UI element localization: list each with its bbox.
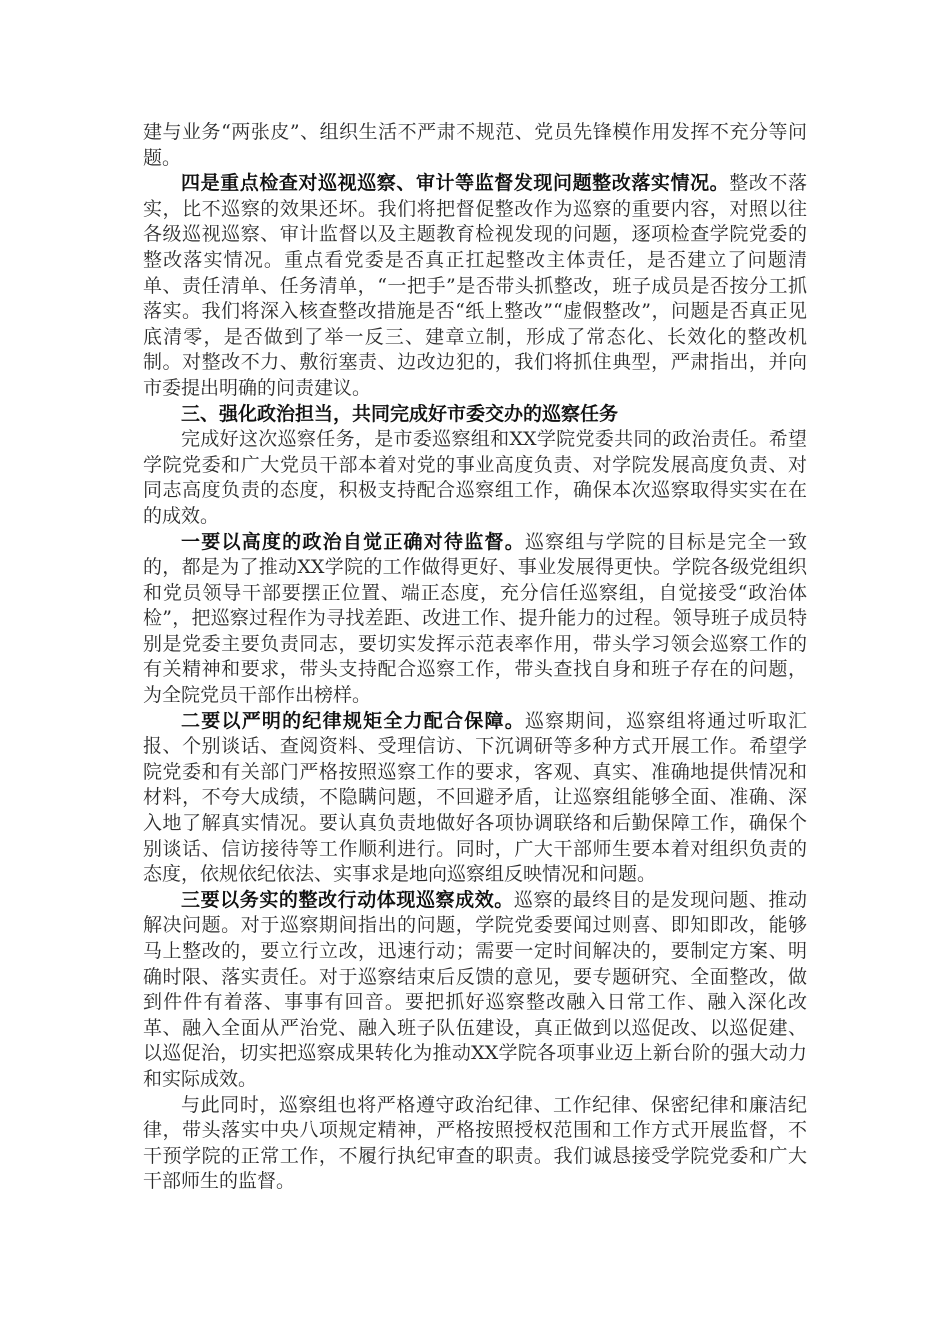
paragraph-point-two (143, 709, 807, 888)
paragraph-point-one (143, 530, 807, 709)
paragraph-item-four (143, 171, 807, 401)
paragraph-body: 巡察组与学院的目标是完全一致的，都是为了推动XX学院的工作做得更好、事业发展得更快。学院各级党组织和党员领导干部要摆正位置、端正态度，充分信任巡察组，自觉接受“政治体检”，把巡察过程作为寻找差距、改进工作、提升能力的过程。领导班子成员特别是党委主要负责同志，要切实发挥示范表率作用，带头学习领会巡察工作的有关精神和要求，带头支持配合巡察工作，带头查找自身和班子存在的问题，为全院党员干部作出榜样。 (143, 530, 807, 707)
paragraph-body: 整改不落实，比不巡察的效果还坏。我们将把督促整改作为巡察的重要内容，对照以往各级巡视巡察、审计监督以及主题教育检视发现的问题，逐项检查学院党委的整改落实情况。重点看党委是否真正扛起整改主体责任，是否建立了问题清单、责任清单、任务清单，“一把手”是否带头抓整改，班子成员是否按分工抓落实。我们将深入核查整改措施是否“纸上整改”“虚假整改”，问题是否真正见底清零，是否做到了举一反三、建章立制，形成了常态化、长效化的整改机制。对整改不力、敷衍塞责、边改边犯的，我们将抓住典型，严肃指出，并向市委提出明确的问责建议。 (143, 172, 807, 399)
document-body (143, 120, 807, 1195)
paragraph-continued: 建与业务“两张皮”、组织生活不严肃不规范、党员先锋模作用发挥不充分等问题。 (143, 121, 807, 169)
paragraph-lead-bold: 二要以严明的纪律规矩全力配合保障。 (181, 709, 525, 732)
paragraph-lead-bold: 四是重点检查对巡视巡察、审计等监督发现问题整改落实情况。 (181, 172, 730, 195)
paragraph-body: 巡察期间，巡察组将通过听取汇报、个别谈话、查阅资料、受理信访、下沉调研等多种方式开展工作。希望学院党委和有关部门严格按照巡察工作的要求，客观、真实、准确地提供情况和材料，不夸大成绩，不隐瞒问题，不回避矛盾，让巡察组能够全面、准确、深入地了解真实情况。要认真负责地做好各项协调联络和后勤保障工作，确保个别谈话、信访接待等工作顺利进行。同时，广大干部师生要本着对组织负责的态度，依规依纪依法、实事求是地向巡察组反映情况和问题。 (143, 709, 807, 886)
section-heading-three: 三、强化政治担当，共同完成好市委交办的巡察任务 (181, 402, 619, 425)
paragraph-point-three (143, 888, 807, 1093)
paragraph-lead-bold: 三要以务实的整改行动体现巡察成效。 (181, 888, 514, 911)
paragraph-body: 巡察的最终目的是发现问题、推动解决问题。对于巡察期间指出的问题，学院党委要闻过则喜、即知即改，能够马上整改的，要立行立改，迅速行动；需要一定时间解决的，要制定方案、明确时限、落实责任。对于巡察结束后反馈的意见，要专题研究、全面整改，做到件件有着落、事事有回音。要把抓好巡察整改融入日常工作、融入深化改革、融入全面从严治党、融入班子队伍建设，真正做到以巡促改、以巡促建、以巡促治，切实把巡察成果转化为推动XX学院各项事业迈上新台阶的强大动力和实际成效。 (143, 888, 807, 1090)
paragraph-lead-bold: 一要以高度的政治自觉正确对待监督。 (181, 530, 525, 553)
paragraph-closing: 与此同时，巡察组也将严格遵守政治纪律、工作纪律、保密纪律和廉洁纪律，带头落实中央八项规定精神，严格按照授权范围和工作方式开展监督，不干预学院的正常工作，不履行执纪审查的职责。我们诚恳接受学院党委和广大干部师生的监督。 (143, 1093, 807, 1193)
paragraph-intro: 完成好这次巡察任务，是市委巡察组和XX学院党委共同的政治责任。希望学院党委和广大党员干部本着对党的事业高度负责、对学院发展高度负责、对同志高度负责的态度，积极支持配合巡察组工作，确保本次巡察取得实实在在的成效。 (143, 428, 807, 527)
